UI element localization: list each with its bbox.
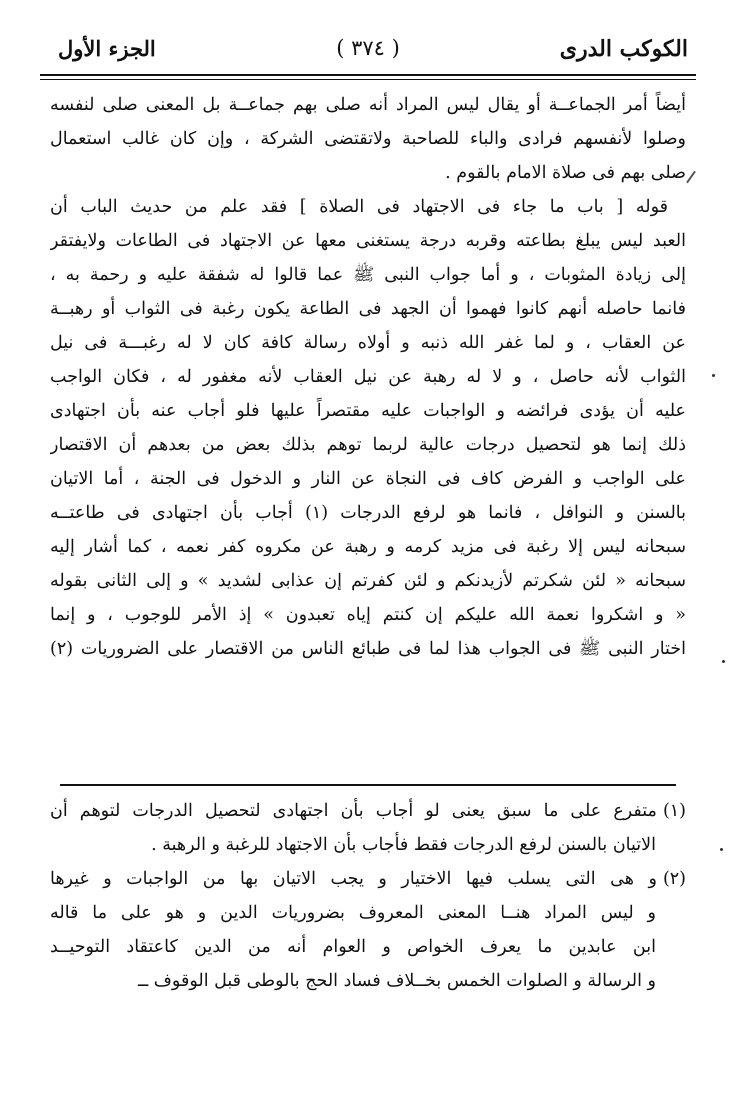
text-line: صلى بهم فى صلاة الامام بالقوم . xyxy=(445,163,686,183)
text-line: العبد ليس يبلغ بطاعته وقربه درجة يستغنى معها عن الاجتهاد فى الطاعات ولايفتقر xyxy=(50,231,686,251)
page-number: ( ٣٧٤ ) xyxy=(336,36,400,60)
footnote-text: و هى التى يسلب فيها الاختيار و يجب الاتيان بها من الواجبات و غيرها xyxy=(50,869,657,889)
header-rule-thin xyxy=(40,79,696,80)
footnote-line: و الرسالة و الصلوات الخمس بخــلاف فساد الحج بالوطى قبل الوقوف ــ xyxy=(137,971,656,991)
footnote-marker: (١) xyxy=(662,801,686,821)
footnote-separator xyxy=(60,784,676,786)
text-line: عن العقاب ، و لما غفر الله ذنبه و أولاه رسالة كافة كان لا له رغبـــة فى نيل xyxy=(50,333,686,353)
text-line: بالسنن و النوافل ، فانما هو لرفع الدرجات (١) أجاب بأن اجتهادى فى طاعتــه xyxy=(50,503,686,523)
text-line: الثواب لأنه حاصل ، و لا له رهبة عن نيل العقاب لأنه مغفور له ، فكان الواجب xyxy=(50,367,686,387)
footnote-line: الاتيان بالسنن لرفع الدرجات فقط فأجاب بأن الاجتهاد للرغبة و الرهبة . xyxy=(151,835,656,855)
text-line: فانما حاصله أنهم كانوا فهموا أن الجهد فى الطاعة يكون رغبة فى الثواب أو رهبــة xyxy=(50,299,686,319)
footnote-line xyxy=(50,794,686,828)
text-line: وصلوا لأنفسهم فرادى والباء للصاحبة ولاتقتضى الشركة ، وإن كان غالب استعمال xyxy=(50,129,686,149)
footnote-line: و ليس المراد هنــا المعنى المعروف بضروريات الدين و هو على ما قاله xyxy=(50,903,656,923)
text-line: « و اشكروا نعمة الله عليكم إن كنتم إياه تعبدون » إذ الأمر للوجوب ، و إنما xyxy=(50,605,686,625)
text-line: عليه أن يؤدى فرائضه و الواجبات عليه مقتصراً عليها فلو أجاب عنه بأن اجتهادى xyxy=(50,401,686,421)
footnote-text: متفرع على ما سبق يعنى لو أجاب بأن اجتهادى لتحصيل الدرجات لتوهم أن xyxy=(50,801,657,821)
text-line: سبحانه ليس إلا رغبة فى مزيد كرمه و رهبة عن مكروه كفر نعمه ، كما أشار إليه xyxy=(50,537,686,557)
text-line: أيضاً أمر الجماعــة أو يقال ليس المراد أنه صلى بهم جماعــة بل المعنى صلى لنفسه xyxy=(50,95,686,115)
scan-speck xyxy=(712,374,715,377)
footnote-marker: (٢) xyxy=(662,869,686,889)
scan-speck xyxy=(722,660,725,663)
text-line: إلى زيادة المثوبات ، و أما جواب النبى ﷺ عما قالوا له شفقة عليه و رحمة به ، xyxy=(50,265,686,285)
scan-speck xyxy=(720,848,723,851)
footnotes xyxy=(50,794,686,998)
margin-tick-mark xyxy=(686,171,696,184)
footnote-line xyxy=(50,862,686,896)
text-line: قوله [ باب ما جاء فى الاجتهاد فى الصلاة ] فقد علم من حديث الباب أن xyxy=(50,197,668,217)
book-title: الكوكب الدرى xyxy=(559,36,688,62)
footnote-line: ابن عابدين ما يعرف الخواص و العوام أنه من الدين كاعتقاد التوحيــد xyxy=(50,937,656,957)
page-header xyxy=(40,34,696,70)
volume-label: الجزء الأول xyxy=(58,36,156,61)
main-text xyxy=(50,88,686,666)
text-line: على الواجب و الفرض كاف فى النجاة عن النار و الدخول فى الجنة ، أما الاتيان xyxy=(50,469,686,489)
text-line: ذلك إنما هو لتحصيل درجات عالية لربما توهم بذلك بعض من بعدهم أن الاقتصار xyxy=(50,435,686,455)
header-rule-thick xyxy=(40,74,696,76)
text-line: اختار النبى ﷺ فى الجواب هذا لما فى طبائع الناس من الاقتصار على الضروريات (٢) xyxy=(50,639,686,659)
text-line: سبحانه « لئن شكرتم لأزيدنكم و لئن كفرتم إن عذابى لشديد » و إلى الثانى بقوله xyxy=(50,571,686,591)
